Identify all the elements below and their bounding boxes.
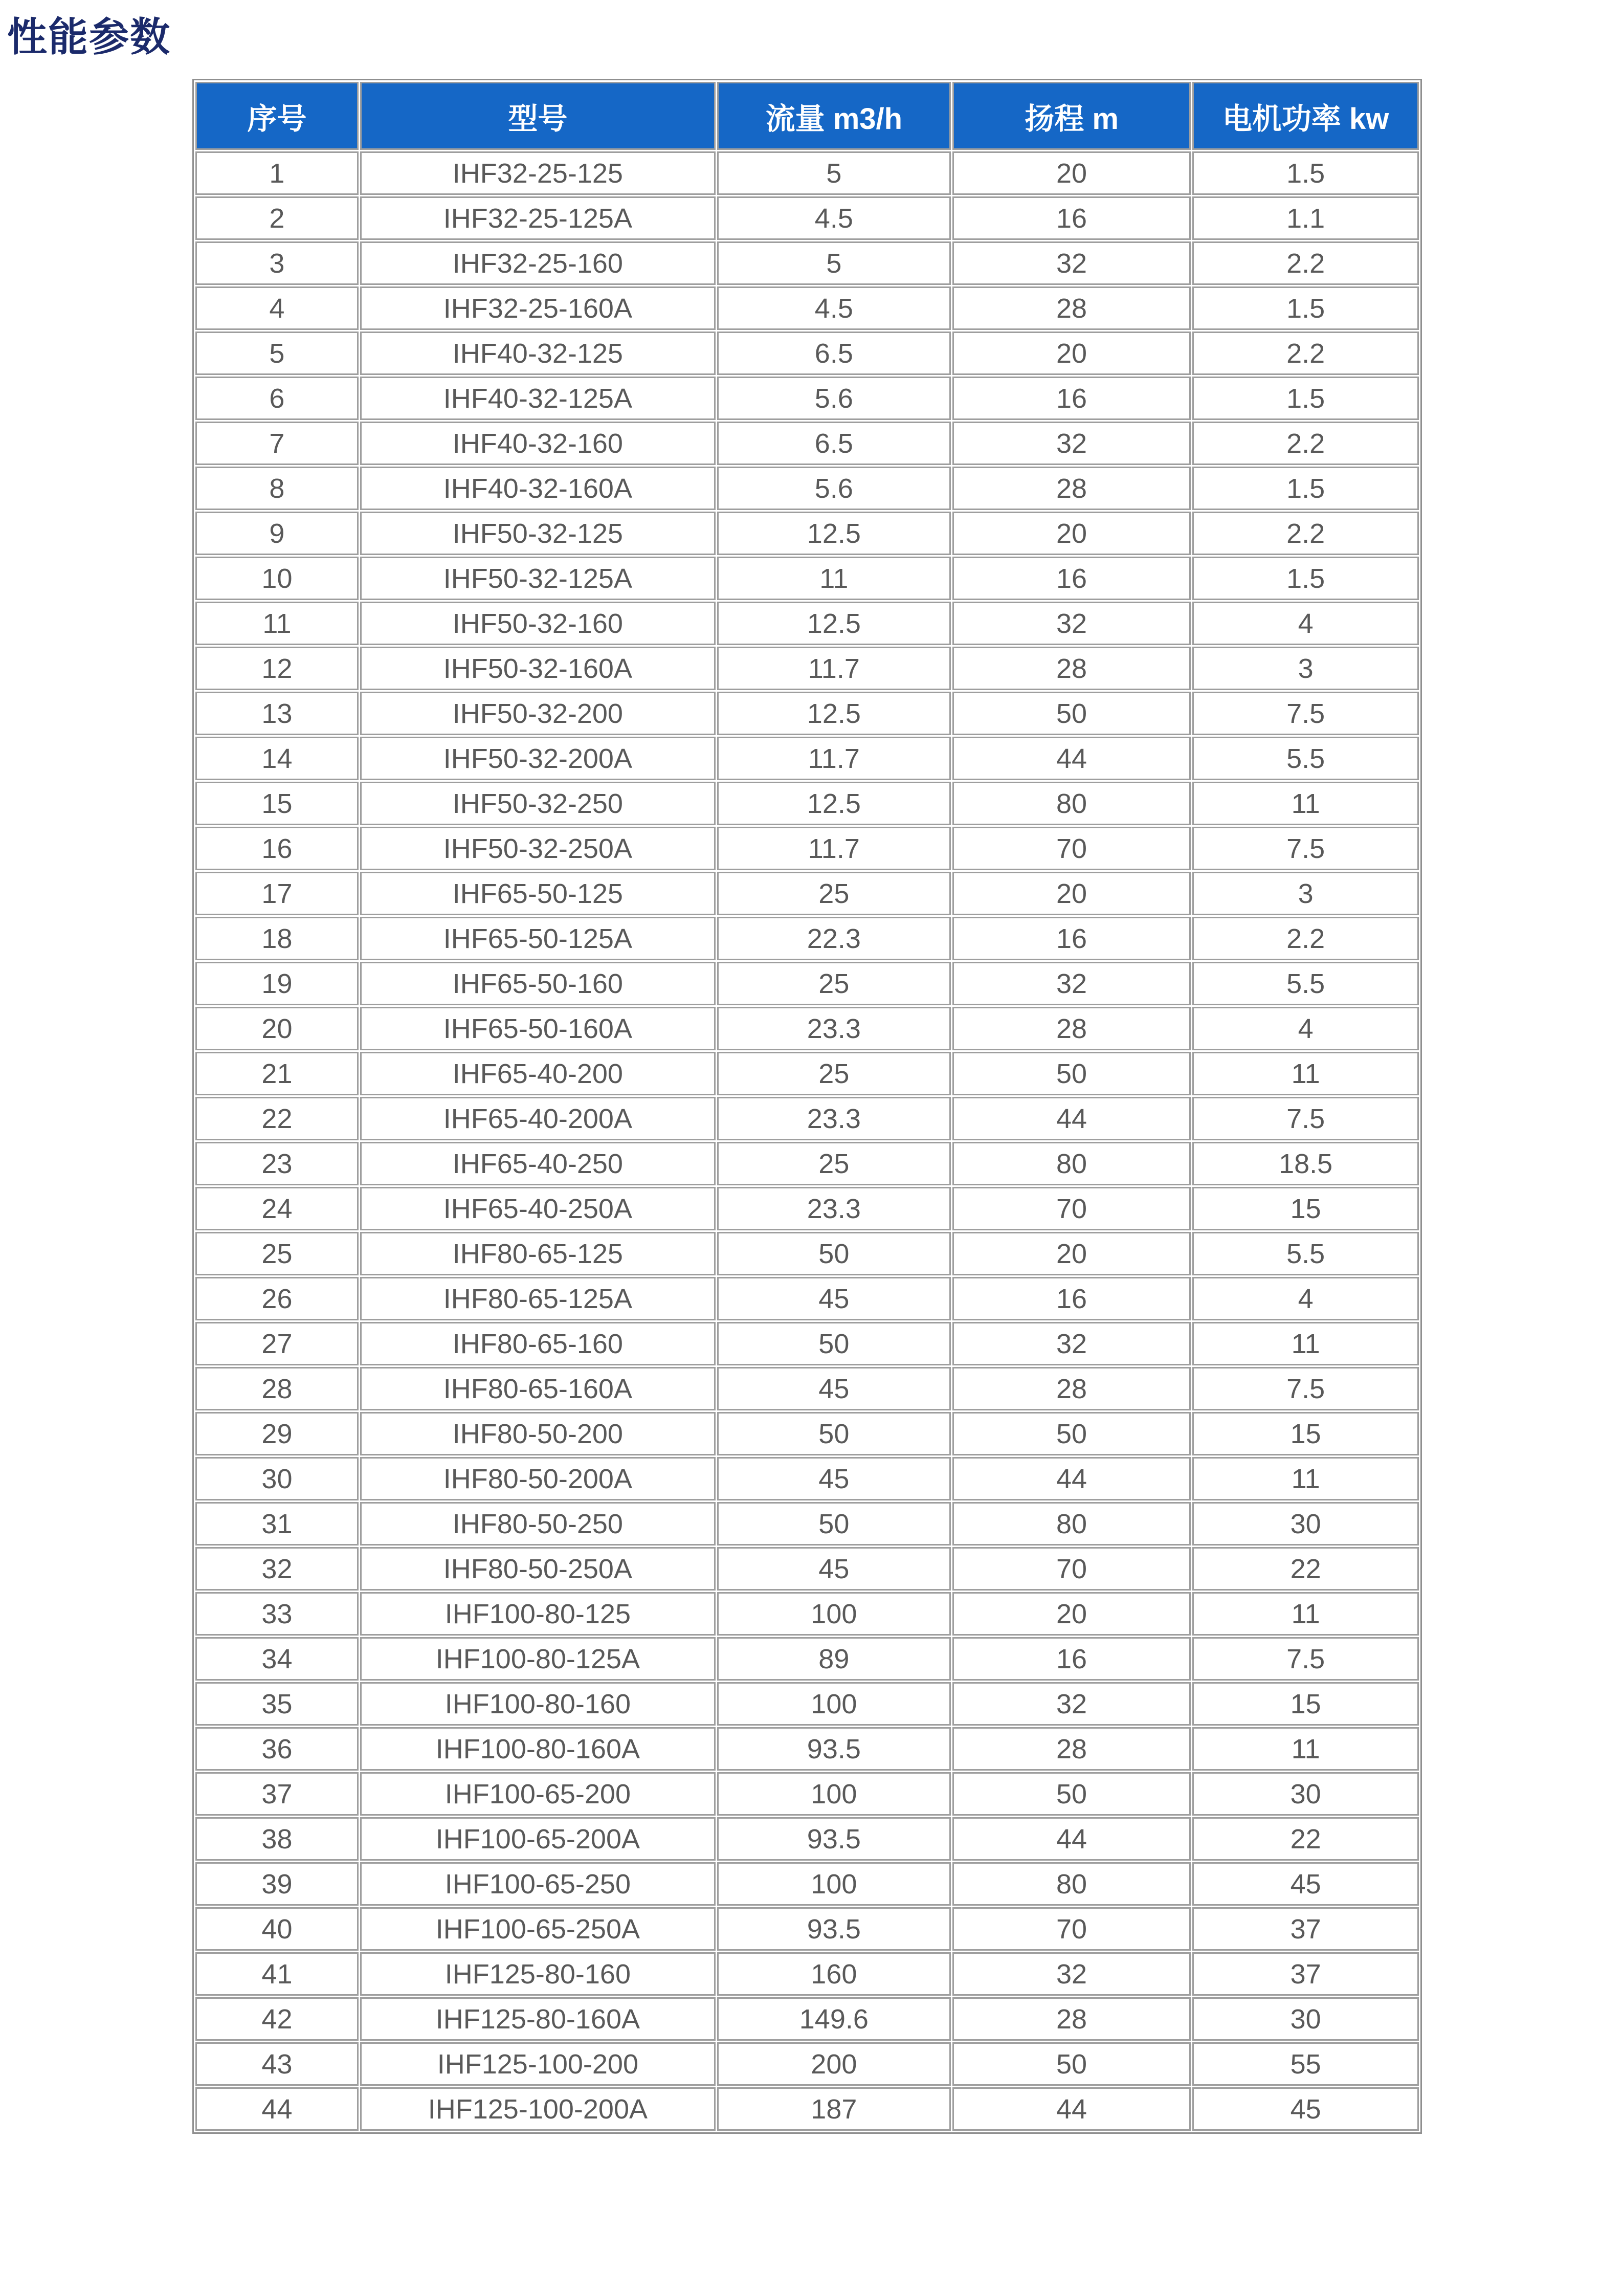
table-row: [195, 1772, 1419, 1816]
table-row: [195, 1142, 1419, 1185]
table-row: [195, 872, 1419, 915]
cell-power: 30: [1192, 1772, 1419, 1816]
cell-index: 10: [195, 557, 359, 600]
table-row: [195, 1682, 1419, 1726]
cell-index: 40: [195, 1907, 359, 1951]
cell-model: IHF100-80-125A: [360, 1637, 716, 1681]
table-row: [195, 2087, 1419, 2131]
cell-index: 11: [195, 602, 359, 645]
cell-head: 20: [952, 872, 1191, 915]
cell-model: IHF32-25-160A: [360, 286, 716, 330]
cell-power: 30: [1192, 1997, 1419, 2041]
cell-power: 1.5: [1192, 151, 1419, 195]
cell-head: 50: [952, 692, 1191, 735]
cell-flow: 11.7: [717, 737, 951, 780]
table-row: [195, 1007, 1419, 1050]
cell-head: 28: [952, 647, 1191, 690]
cell-flow: 45: [717, 1547, 951, 1591]
cell-model: IHF80-65-125A: [360, 1277, 716, 1320]
table-row: [195, 286, 1419, 330]
cell-index: 5: [195, 332, 359, 375]
cell-power: 3: [1192, 872, 1419, 915]
cell-flow: 89: [717, 1637, 951, 1681]
cell-flow: 200: [717, 2042, 951, 2086]
cell-power: 11: [1192, 1592, 1419, 1636]
cell-flow: 93.5: [717, 1727, 951, 1771]
cell-power: 22: [1192, 1547, 1419, 1591]
cell-head: 16: [952, 917, 1191, 960]
cell-head: 44: [952, 1097, 1191, 1140]
cell-power: 7.5: [1192, 827, 1419, 870]
cell-model: IHF80-50-250: [360, 1502, 716, 1546]
cell-head: 20: [952, 512, 1191, 555]
cell-flow: 25: [717, 872, 951, 915]
cell-flow: 6.5: [717, 422, 951, 465]
cell-head: 32: [952, 1682, 1191, 1726]
cell-index: 33: [195, 1592, 359, 1636]
cell-model: IHF32-25-125: [360, 151, 716, 195]
cell-power: 11: [1192, 1457, 1419, 1500]
table-row: [195, 1277, 1419, 1320]
cell-head: 80: [952, 1142, 1191, 1185]
table-row: [195, 1952, 1419, 1996]
table-row: [195, 1817, 1419, 1861]
cell-power: 37: [1192, 1952, 1419, 1996]
cell-flow: 93.5: [717, 1907, 951, 1951]
cell-head: 80: [952, 1862, 1191, 1906]
cell-index: 21: [195, 1052, 359, 1095]
table-row: [195, 241, 1419, 285]
cell-index: 9: [195, 512, 359, 555]
cell-head: 20: [952, 151, 1191, 195]
cell-index: 42: [195, 1997, 359, 2041]
spec-table-container: [192, 79, 1422, 2134]
cell-model: IHF50-32-200: [360, 692, 716, 735]
cell-head: 28: [952, 286, 1191, 330]
table-row: [195, 422, 1419, 465]
cell-head: 28: [952, 467, 1191, 510]
cell-head: 44: [952, 1457, 1191, 1500]
table-row: [195, 1367, 1419, 1410]
cell-model: IHF65-50-125: [360, 872, 716, 915]
cell-head: 16: [952, 557, 1191, 600]
cell-index: 7: [195, 422, 359, 465]
cell-model: IHF80-50-250A: [360, 1547, 716, 1591]
cell-power: 45: [1192, 2087, 1419, 2131]
cell-model: IHF125-80-160A: [360, 1997, 716, 2041]
cell-head: 32: [952, 602, 1191, 645]
table-row: [195, 1547, 1419, 1591]
cell-power: 1.1: [1192, 196, 1419, 240]
cell-model: IHF50-32-160A: [360, 647, 716, 690]
table-body: [195, 151, 1419, 2131]
cell-head: 20: [952, 1592, 1191, 1636]
table-row: [195, 1997, 1419, 2041]
table-row: [195, 1862, 1419, 1906]
cell-head: 28: [952, 1997, 1191, 2041]
cell-power: 4: [1192, 602, 1419, 645]
cell-head: 50: [952, 2042, 1191, 2086]
performance-parameters-table: [192, 79, 1422, 2134]
cell-power: 15: [1192, 1187, 1419, 1230]
cell-model: IHF125-100-200A: [360, 2087, 716, 2131]
cell-index: 8: [195, 467, 359, 510]
table-row: [195, 1232, 1419, 1275]
cell-head: 28: [952, 1727, 1191, 1771]
cell-power: 30: [1192, 1502, 1419, 1546]
cell-flow: 5.6: [717, 377, 951, 420]
cell-head: 44: [952, 737, 1191, 780]
cell-flow: 100: [717, 1772, 951, 1816]
cell-model: IHF50-32-125A: [360, 557, 716, 600]
cell-index: 4: [195, 286, 359, 330]
cell-model: IHF50-32-250: [360, 782, 716, 825]
cell-index: 24: [195, 1187, 359, 1230]
cell-index: 18: [195, 917, 359, 960]
cell-flow: 100: [717, 1862, 951, 1906]
cell-index: 35: [195, 1682, 359, 1726]
cell-power: 5.5: [1192, 1232, 1419, 1275]
table-row: [195, 917, 1419, 960]
cell-head: 32: [952, 1952, 1191, 1996]
cell-index: 13: [195, 692, 359, 735]
cell-model: IHF100-65-250: [360, 1862, 716, 1906]
table-row: [195, 1502, 1419, 1546]
table-row: [195, 1907, 1419, 1951]
cell-index: 29: [195, 1412, 359, 1455]
cell-flow: 160: [717, 1952, 951, 1996]
cell-model: IHF65-40-200A: [360, 1097, 716, 1140]
cell-power: 15: [1192, 1682, 1419, 1726]
cell-head: 70: [952, 1907, 1191, 1951]
cell-head: 44: [952, 2087, 1191, 2131]
cell-power: 2.2: [1192, 512, 1419, 555]
cell-flow: 187: [717, 2087, 951, 2131]
cell-model: IHF40-32-125A: [360, 377, 716, 420]
column-header-power: 电机功率 kw: [1192, 82, 1419, 150]
cell-index: 26: [195, 1277, 359, 1320]
cell-power: 18.5: [1192, 1142, 1419, 1185]
column-header-index: 序号: [195, 82, 359, 150]
cell-index: 34: [195, 1637, 359, 1681]
cell-head: 16: [952, 1637, 1191, 1681]
cell-model: IHF50-32-125: [360, 512, 716, 555]
header-row: [195, 82, 1419, 150]
table-row: [195, 377, 1419, 420]
cell-flow: 4.5: [717, 286, 951, 330]
cell-model: IHF50-32-250A: [360, 827, 716, 870]
column-header-flow: 流量 m3/h: [717, 82, 951, 150]
table-row: [195, 692, 1419, 735]
cell-power: 11: [1192, 1052, 1419, 1095]
cell-power: 7.5: [1192, 692, 1419, 735]
cell-flow: 22.3: [717, 917, 951, 960]
cell-head: 70: [952, 827, 1191, 870]
cell-flow: 149.6: [717, 1997, 951, 2041]
table-row: [195, 151, 1419, 195]
table-row: [195, 827, 1419, 870]
cell-index: 43: [195, 2042, 359, 2086]
cell-model: IHF65-40-250A: [360, 1187, 716, 1230]
cell-flow: 50: [717, 1232, 951, 1275]
table-row: [195, 602, 1419, 645]
cell-flow: 50: [717, 1322, 951, 1365]
cell-flow: 23.3: [717, 1187, 951, 1230]
table-row: [195, 1052, 1419, 1095]
cell-head: 80: [952, 1502, 1191, 1546]
table-row: [195, 196, 1419, 240]
cell-flow: 12.5: [717, 782, 951, 825]
cell-power: 7.5: [1192, 1367, 1419, 1410]
cell-flow: 12.5: [717, 692, 951, 735]
cell-index: 25: [195, 1232, 359, 1275]
cell-index: 32: [195, 1547, 359, 1591]
cell-flow: 50: [717, 1502, 951, 1546]
cell-flow: 11.7: [717, 827, 951, 870]
cell-flow: 11.7: [717, 647, 951, 690]
table-row: [195, 1322, 1419, 1365]
table-row: [195, 557, 1419, 600]
table-row: [195, 1187, 1419, 1230]
cell-power: 45: [1192, 1862, 1419, 1906]
cell-power: 2.2: [1192, 332, 1419, 375]
cell-flow: 12.5: [717, 512, 951, 555]
cell-power: 1.5: [1192, 557, 1419, 600]
page-title: 性能参数: [7, 14, 171, 59]
cell-head: 16: [952, 1277, 1191, 1320]
cell-index: 28: [195, 1367, 359, 1410]
cell-flow: 25: [717, 962, 951, 1005]
cell-power: 11: [1192, 782, 1419, 825]
cell-model: IHF100-65-250A: [360, 1907, 716, 1951]
cell-model: IHF32-25-160: [360, 241, 716, 285]
cell-model: IHF100-80-125: [360, 1592, 716, 1636]
cell-power: 1.5: [1192, 286, 1419, 330]
cell-index: 27: [195, 1322, 359, 1365]
cell-power: 55: [1192, 2042, 1419, 2086]
cell-power: 5.5: [1192, 962, 1419, 1005]
cell-power: 1.5: [1192, 467, 1419, 510]
cell-model: IHF125-100-200: [360, 2042, 716, 2086]
cell-flow: 45: [717, 1277, 951, 1320]
cell-power: 15: [1192, 1412, 1419, 1455]
cell-head: 32: [952, 422, 1191, 465]
cell-model: IHF65-50-160: [360, 962, 716, 1005]
cell-flow: 45: [717, 1457, 951, 1500]
cell-model: IHF100-80-160A: [360, 1727, 716, 1771]
cell-model: IHF100-80-160: [360, 1682, 716, 1726]
table-row: [195, 2042, 1419, 2086]
cell-power: 1.5: [1192, 377, 1419, 420]
cell-index: 6: [195, 377, 359, 420]
cell-head: 50: [952, 1412, 1191, 1455]
cell-head: 32: [952, 1322, 1191, 1365]
cell-flow: 11: [717, 557, 951, 600]
cell-head: 20: [952, 332, 1191, 375]
table-row: [195, 332, 1419, 375]
cell-index: 36: [195, 1727, 359, 1771]
cell-index: 20: [195, 1007, 359, 1050]
cell-head: 44: [952, 1817, 1191, 1861]
cell-index: 23: [195, 1142, 359, 1185]
cell-index: 15: [195, 782, 359, 825]
cell-flow: 23.3: [717, 1007, 951, 1050]
table-row: [195, 1592, 1419, 1636]
cell-flow: 50: [717, 1412, 951, 1455]
cell-head: 28: [952, 1007, 1191, 1050]
table-row: [195, 737, 1419, 780]
cell-model: IHF32-25-125A: [360, 196, 716, 240]
table-row: [195, 1412, 1419, 1455]
cell-head: 80: [952, 782, 1191, 825]
cell-model: IHF65-50-125A: [360, 917, 716, 960]
cell-power: 11: [1192, 1727, 1419, 1771]
cell-flow: 25: [717, 1052, 951, 1095]
cell-power: 4: [1192, 1007, 1419, 1050]
table-row: [195, 647, 1419, 690]
cell-index: 17: [195, 872, 359, 915]
cell-head: 16: [952, 377, 1191, 420]
cell-head: 20: [952, 1232, 1191, 1275]
cell-flow: 100: [717, 1592, 951, 1636]
table-row: [195, 1637, 1419, 1681]
cell-power: 4: [1192, 1277, 1419, 1320]
cell-index: 39: [195, 1862, 359, 1906]
cell-index: 16: [195, 827, 359, 870]
cell-model: IHF80-65-125: [360, 1232, 716, 1275]
cell-index: 30: [195, 1457, 359, 1500]
cell-model: IHF40-32-160A: [360, 467, 716, 510]
cell-index: 44: [195, 2087, 359, 2131]
cell-power: 3: [1192, 647, 1419, 690]
cell-power: 7.5: [1192, 1637, 1419, 1681]
cell-flow: 5: [717, 241, 951, 285]
cell-head: 50: [952, 1772, 1191, 1816]
cell-model: IHF80-65-160A: [360, 1367, 716, 1410]
cell-index: 14: [195, 737, 359, 780]
cell-flow: 93.5: [717, 1817, 951, 1861]
cell-power: 5.5: [1192, 737, 1419, 780]
cell-power: 22: [1192, 1817, 1419, 1861]
cell-index: 41: [195, 1952, 359, 1996]
cell-head: 32: [952, 962, 1191, 1005]
cell-flow: 25: [717, 1142, 951, 1185]
cell-flow: 12.5: [717, 602, 951, 645]
cell-flow: 5: [717, 151, 951, 195]
cell-flow: 100: [717, 1682, 951, 1726]
cell-model: IHF80-65-160: [360, 1322, 716, 1365]
cell-power: 7.5: [1192, 1097, 1419, 1140]
cell-index: 3: [195, 241, 359, 285]
cell-model: IHF100-65-200A: [360, 1817, 716, 1861]
cell-index: 37: [195, 1772, 359, 1816]
table-row: [195, 512, 1419, 555]
cell-index: 2: [195, 196, 359, 240]
cell-power: 2.2: [1192, 241, 1419, 285]
cell-index: 19: [195, 962, 359, 1005]
table-row: [195, 467, 1419, 510]
cell-model: IHF100-65-200: [360, 1772, 716, 1816]
cell-model: IHF80-50-200A: [360, 1457, 716, 1500]
cell-head: 28: [952, 1367, 1191, 1410]
cell-power: 2.2: [1192, 917, 1419, 960]
cell-power: 37: [1192, 1907, 1419, 1951]
cell-head: 32: [952, 241, 1191, 285]
cell-head: 70: [952, 1547, 1191, 1591]
cell-head: 16: [952, 196, 1191, 240]
cell-index: 1: [195, 151, 359, 195]
table-row: [195, 962, 1419, 1005]
column-header-model: 型号: [360, 82, 716, 150]
cell-model: IHF80-50-200: [360, 1412, 716, 1455]
cell-model: IHF40-32-125: [360, 332, 716, 375]
table-row: [195, 1457, 1419, 1500]
cell-model: IHF50-32-200A: [360, 737, 716, 780]
cell-flow: 4.5: [717, 196, 951, 240]
cell-index: 38: [195, 1817, 359, 1861]
table-row: [195, 1097, 1419, 1140]
cell-index: 31: [195, 1502, 359, 1546]
cell-flow: 45: [717, 1367, 951, 1410]
cell-power: 2.2: [1192, 422, 1419, 465]
cell-model: IHF50-32-160: [360, 602, 716, 645]
table-row: [195, 1727, 1419, 1771]
cell-model: IHF125-80-160: [360, 1952, 716, 1996]
table-row: [195, 782, 1419, 825]
cell-model: IHF65-40-250: [360, 1142, 716, 1185]
cell-model: IHF65-40-200: [360, 1052, 716, 1095]
cell-flow: 5.6: [717, 467, 951, 510]
cell-model: IHF40-32-160: [360, 422, 716, 465]
cell-index: 22: [195, 1097, 359, 1140]
cell-model: IHF65-50-160A: [360, 1007, 716, 1050]
column-header-head: 扬程 m: [952, 82, 1191, 150]
cell-flow: 23.3: [717, 1097, 951, 1140]
cell-head: 50: [952, 1052, 1191, 1095]
cell-index: 12: [195, 647, 359, 690]
cell-power: 11: [1192, 1322, 1419, 1365]
cell-flow: 6.5: [717, 332, 951, 375]
cell-head: 70: [952, 1187, 1191, 1230]
